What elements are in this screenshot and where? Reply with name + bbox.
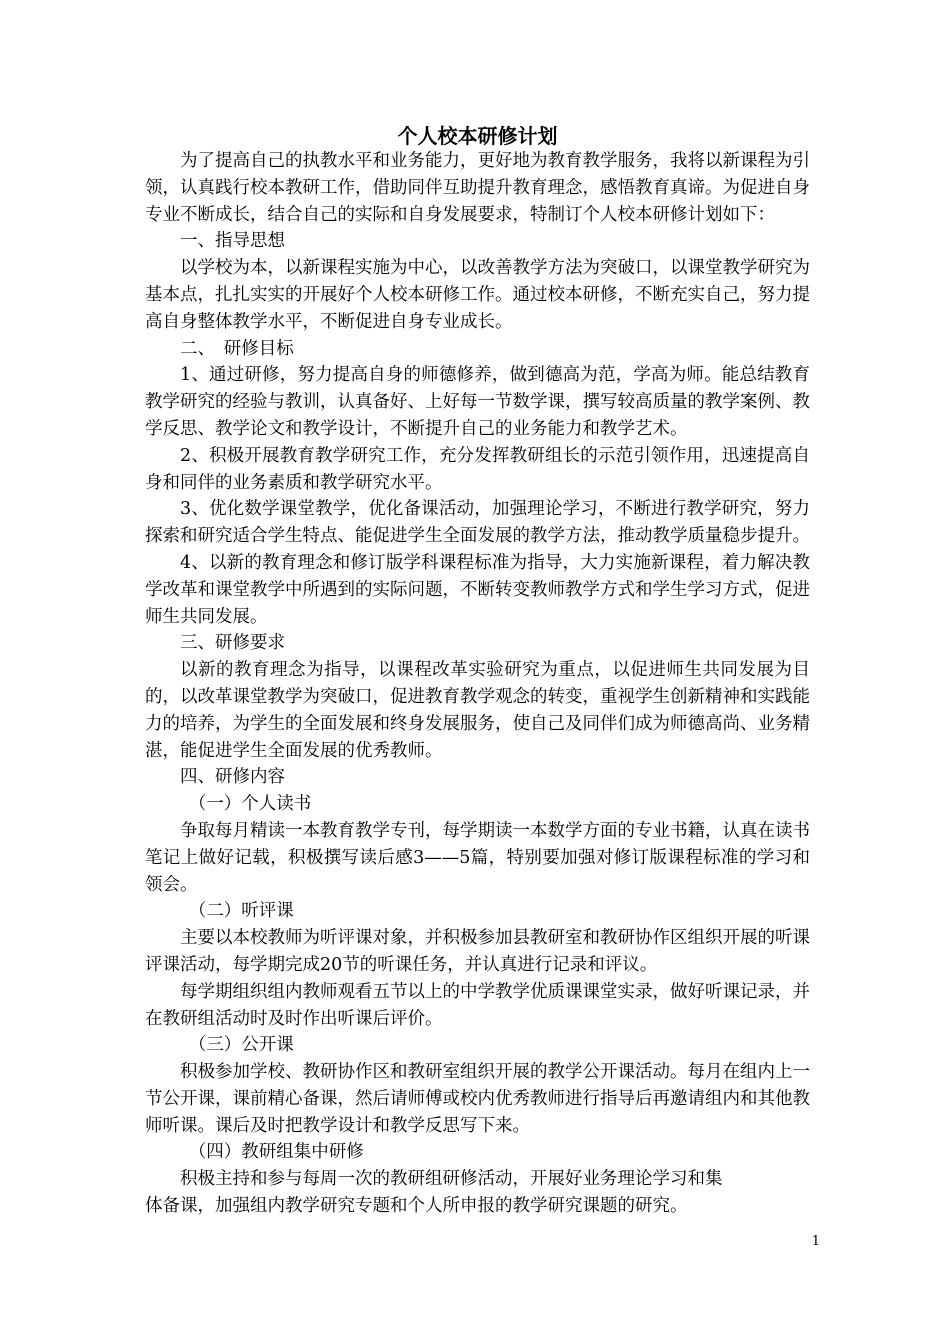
section-heading-research-content: 四、研修内容 bbox=[180, 767, 285, 788]
goal-paragraph-1: 1、通过研修，努力提高自身的师德修养，做到德高为范，学高为师。能总结教育教学研究的经验与教训，认真备好、上好每一节数学课，撰写较高质量的教学案例、教学反思、教学论文和教学设计，不断提升自己的业务能力和教学艺术。 bbox=[145, 365, 810, 439]
subheading-group-research: （四）教研组集中研修 bbox=[188, 1142, 364, 1163]
goal-paragraph-3: 3、优化数学课堂教学，优化备课活动，加强理论学习，不断进行教学研究，努力探索和研究适合学生特点、能促进学生全面发展的教学方法，推动教学质量稳步提升。 bbox=[145, 499, 810, 547]
subheading-personal-reading: （一）个人读书 bbox=[188, 794, 312, 815]
group-research-paragraph: 积极主持和参与每周一次的教研组研修活动，开展好业务理论学习和集体备课，加强组内教学研究专题和个人所申报的教学研究课题的研究。 bbox=[145, 1169, 723, 1217]
personal-reading-paragraph: 争取每月精读一本教育教学专刊，每学期读一本数学方面的专业书籍，认真在读书笔记上做好记载，积极撰写读后感3——5篇，特别要加强对修订版课程标准的学习和领会。 bbox=[145, 820, 810, 895]
document-title: 个人校本研修计划 bbox=[397, 124, 558, 148]
section-heading-guiding-ideology: 一、指导思想 bbox=[180, 231, 285, 252]
subheading-open-class: （三）公开课 bbox=[188, 1035, 294, 1056]
class-observation-paragraph-2: 每学期组织组内教师观看五节以上的中学教学优质课课堂实录，做好听课记录，并在教研组活动时及时作出听课后评价。 bbox=[145, 981, 810, 1029]
class-observation-paragraph-1: 主要以本校教师为听评课对象，并积极参加县教研室和教研协作区组织开展的听课评课活动，每学期完成20节的听课任务，并认真进行记录和评议。 bbox=[145, 928, 810, 975]
guiding-ideology-paragraph: 以学校为本，以新课程实施为中心，以改善教学方法为突破口，以课堂教学研究为基本点，扎扎实实的开展好个人校本研修工作。通过校本研修，不断充实自己，努力提高自身整体教学水平，不断促进自身专业成长。 bbox=[145, 258, 810, 332]
section-heading-research-goals: 二、 研修目标 bbox=[180, 338, 294, 359]
document-body bbox=[145, 121, 810, 1220]
goal-paragraph-4: 4、以新的教育理念和修订版学科课程标准为指导，大力实施新课程，着力解决教学改革和课堂教学中所遇到的实际问题，不断转变教师教学方式和学生学习方式，促进师生共同发展。 bbox=[145, 552, 810, 627]
page-number: 1 bbox=[811, 1234, 820, 1249]
intro-paragraph: 为了提高自己的执教水平和业务能力，更好地为教育教学服务，我将以新课程为引领，认真践行校本教研工作，借助同伴互助提升教育理念，感悟教育真谛。为促进自身专业不断成长，结合自己的实际和自身发展要求，特制订个人校本研修计划如下： bbox=[145, 151, 810, 225]
requirements-paragraph: 以新的教育理念为指导，以课程改革实验研究为重点，以促进师生共同发展为目的，以改革课堂教学为突破口，促进教育教学观念的转变，重视学生创新精神和实践能力的培养，为学生的全面发展和终身发展服务，使自己及同伴们成为师德高尚、业务精湛，能促进学生全面发展的优秀教师。 bbox=[145, 660, 810, 761]
goal-paragraph-2: 2、积极开展教育教学研究工作，充分发挥教研组长的示范引领作用，迅速提高自身和同伴的业务素质和教学研究水平。 bbox=[145, 445, 810, 493]
subheading-class-observation: （二）听评课 bbox=[188, 901, 294, 922]
open-class-paragraph: 积极参加学校、教研协作区和教研室组织开展的教学公开课活动。每月在组内上一节公开课，课前精心备课，然后请师傅或校内优秀教师进行指导后再邀请组内和其他教师听课。课后及时把教学设计和教学反思写下来。 bbox=[145, 1062, 810, 1136]
section-heading-research-requirements: 三、研修要求 bbox=[180, 633, 285, 654]
